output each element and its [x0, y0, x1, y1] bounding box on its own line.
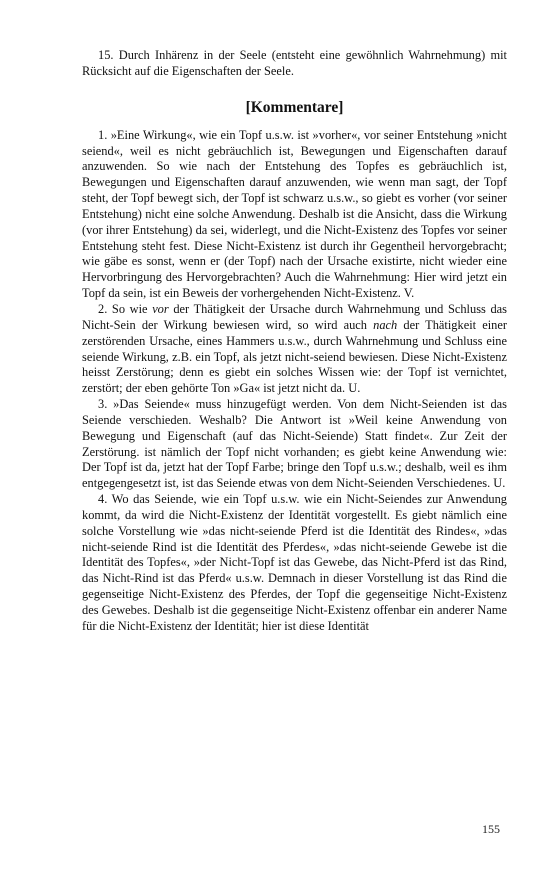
- emphasis-word: nach: [373, 317, 398, 332]
- paragraph-segment: 3. »Das Seiende« muss hinzugefügt werden. Von dem Nicht-Seienden ist das Seiende verschieden. Weshalb? Die Antwort ist »Weil keine Anwendung von Bewegung und Eigenschaft (auf das Nicht-Seiende) Statt findet«. Zur Zeit der Zerstörung. ist nämlich der Topf nicht vorhanden; es giebt keine Anwendung wie: Der Topf ist da, jetzt hat der Topf Farbe; bringe den Topf u.s.w.; deshalb, weil es ihm entgegengesetzt ist, ist das Seiende etwas von dem Nicht-Seienden Verschiedenes. U.: [82, 397, 507, 491]
- paragraph-segment: 1. »Eine Wirkung«, wie ein Topf u.s.w. ist »vorher«, vor seiner Entstehung »nicht seiend«, weil es nicht gebräuchlich ist, Bewegungen und Eigenschaften darauf anzuwenden. So wie nach der Entstehung des Topfes es gebräuchlich ist, Bewegungen und Eigenschaften darauf anzuwenden, wie wenn man sagt, der Topf steht, der Topf bewegt sich, der Topf ist schwarz u.s.w., so giebt es vorher (vor seiner Entstehung) nicht eine solche Anwendung. Deshalb ist die Ansicht, dass die Wirkung (vor ihrer Entstehung) da sei, widerlegt, und die Nicht-Existenz des Topfes vor seiner Entstehung steht fest. Diese Nicht-Existenz ist durch ihr Gegentheil hervorgebracht; wie gäbe es sonst, wenn er (der Topf) nach der Ursache existirte, nicht wieder eine Hervorbringung des Hervorgebrachten? Auch die Wahrnehmung: Hier wird jetzt ein Topf da sein, ist ein Beweis der vorhergehenden Nicht-Existenz. V.: [82, 127, 507, 301]
- page-number: 155: [482, 822, 500, 836]
- paragraph-segment: 4. Wo das Seiende, wie ein Topf u.s.w. wie ein Nicht-Seiendes zur Anwendung kommt, da wird die Nicht-Existenz der Identität vorgestellt. Es giebt nämlich eine solche Vorstellung wie »das nicht-seiende Pferd ist die Identität des Rindes«, »das nicht-seiende Rind ist die Identität des Pferdes«, »das nicht-seiende Gewebe ist die Identität des Topfes«, »der Nicht-Topf ist das Gewebe, das Nicht-Pferd ist das Rind, das Nicht-Rind ist das Pferd« u.s.w. Demnach in dieser Vorstellung ist das Rind die gegenseitige Nicht-Existenz des Pferdes, der Topf die gegenseitige Nicht-Existenz des Gewebes. Deshalb ist die gegenseitige Nicht-Existenz offenbar ein anderer Name für die Nicht-Existenz der Identität; hier ist diese Identität: [82, 492, 507, 633]
- page-body: [82, 48, 507, 635]
- paragraph-segment: 2. So wie: [98, 301, 153, 316]
- commentary-paragraph-3: [82, 397, 507, 492]
- emphasis-word: vor: [152, 301, 169, 316]
- section-heading: [Kommentare]: [245, 98, 344, 116]
- commentary-paragraph-4: [82, 492, 507, 635]
- commentary-paragraph-2: [82, 302, 507, 397]
- commentary-paragraph-1: [82, 128, 507, 302]
- paragraph-segment: der Thätigkeit einer zerstörenden Ursache, eines Hammers u.s.w., durch Wahrnehmung und Schluss eine seiende Wirkung, z.B. ein Topf, als jetzt nicht-seiend bewiesen. Diese Nicht-Existenz heisst Zerstörung; denn es giebt ein solches Wissen wie: der Topf ist vernichtet, zerstört; der eben gehörte Ton »Ga« ist jetzt nicht da. U.: [82, 317, 507, 396]
- intro-paragraph: 15. Durch Inhärenz in der Seele (entsteht eine gewöhnlich Wahrnehmung) mit Rücksicht auf die Eigenschaften der Seele.: [82, 48, 507, 78]
- paragraph-segment: der Thätigkeit der Ursache durch Wahrnehmung und Schluss das Nicht-Sein der Wirkung bewiesen wird, so wird auch: [82, 301, 507, 332]
